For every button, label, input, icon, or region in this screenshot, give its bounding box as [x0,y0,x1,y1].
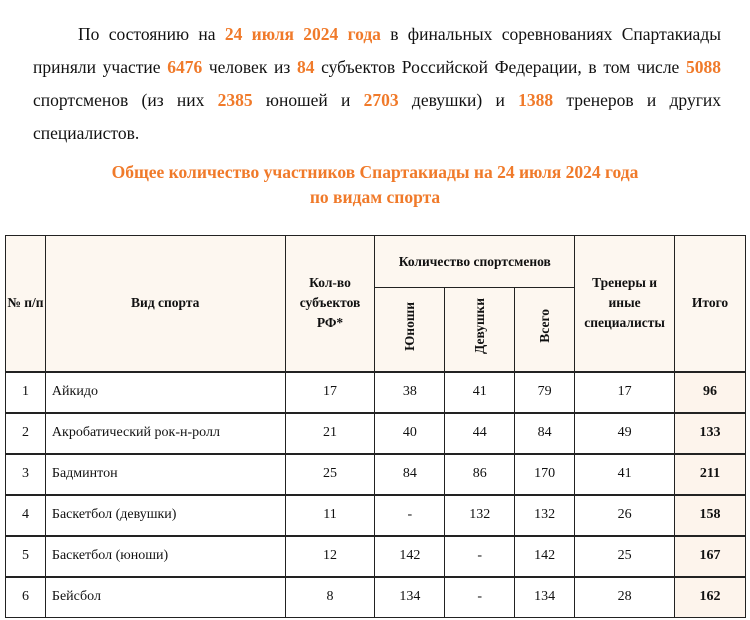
table-row [6,413,746,454]
cell-regions: 12 [285,536,375,577]
table-row [6,454,746,495]
cell-sport: Айкидо [45,372,285,413]
intro-text: спортсменов (из них [33,89,218,110]
cell-boys: 38 [375,372,445,413]
intro-text: в финальных соревнованиях Спартакиады приняли участие [33,23,721,77]
cell-sport: Баскетбол (девушки) [45,495,285,536]
table-title-line2: по видам спорта [309,187,441,207]
cell-num: 1 [6,372,46,413]
header-sport: Вид спорта [45,236,285,372]
cell-coaches: 28 [575,577,675,618]
cell-regions: 21 [285,413,375,454]
cell-girls: - [445,577,515,618]
intro-paragraph [33,18,721,150]
cell-num: 6 [6,577,46,618]
cell-girls: - [445,536,515,577]
participants-table [5,235,746,618]
cell-girls: 44 [445,413,515,454]
cell-coaches: 41 [575,454,675,495]
cell-all: 170 [515,454,575,495]
cell-boys: - [375,495,445,536]
cell-coaches: 25 [575,536,675,577]
cell-all: 134 [515,577,575,618]
header-total: Итого [675,236,746,372]
participants-count: 6476 [167,56,203,77]
cell-girls: 86 [445,454,515,495]
intro-text: тренеров и других специалистов. [33,89,721,143]
header-athletes-group: Количество спортсменов [375,236,575,288]
header-girls-cell [445,288,515,372]
cell-coaches: 26 [575,495,675,536]
cell-girls: 132 [445,495,515,536]
table-title-line1: Общее количество участников Спартакиады на 24 июля 2024 года [111,162,639,182]
table-title [0,160,750,210]
cell-sport: Акробатический рок-н-ролл [45,413,285,454]
table-row [6,495,746,536]
cell-all: 132 [515,495,575,536]
header-boys-cell [375,288,445,372]
boys-count: 2385 [217,89,253,110]
table-row [6,372,746,413]
intro-date: 24 июля 2024 года [224,23,381,44]
cell-coaches: 17 [575,372,675,413]
cell-regions: 8 [285,577,375,618]
athletes-count: 5088 [686,56,721,77]
cell-all: 84 [515,413,575,454]
cell-boys: 84 [375,454,445,495]
cell-coaches: 49 [575,413,675,454]
intro-text: По состоянию на [78,23,225,44]
table-row [6,577,746,618]
cell-boys: 134 [375,577,445,618]
cell-num: 5 [6,536,46,577]
cell-total: 167 [675,536,746,577]
header-regions: Кол-во субъектов РФ* [285,236,375,372]
cell-total: 162 [675,577,746,618]
cell-total: 96 [675,372,746,413]
cell-all: 142 [515,536,575,577]
cell-all: 79 [515,372,575,413]
cell-total: 158 [675,495,746,536]
cell-boys: 142 [375,536,445,577]
intro-text: девушки) и [398,89,519,110]
header-num: № п/п [6,236,46,372]
header-boys: Юноши [401,301,417,351]
cell-sport: Баскетбол (юноши) [45,536,285,577]
cell-boys: 40 [375,413,445,454]
cell-sport: Бейсбол [45,577,285,618]
cell-total: 133 [675,413,746,454]
intro-text: человек из [202,56,297,77]
header-coaches: Тренеры и иные специалисты [575,236,675,372]
cell-num: 3 [6,454,46,495]
coaches-count: 1388 [518,89,554,110]
cell-regions: 17 [285,372,375,413]
cell-num: 4 [6,495,46,536]
cell-regions: 11 [285,495,375,536]
cell-regions: 25 [285,454,375,495]
cell-sport: Бадминтон [45,454,285,495]
girls-count: 2703 [363,89,399,110]
header-girls: Девушки [471,298,487,355]
regions-count: 84 [296,56,315,77]
header-all-cell [515,288,575,372]
cell-total: 211 [675,454,746,495]
intro-text: субъектов Российской Федерации, в том числе [314,56,686,77]
cell-num: 2 [6,413,46,454]
cell-girls: 41 [445,372,515,413]
intro-text: юношей и [252,89,364,110]
header-all: Всего [536,309,552,344]
table-row [6,536,746,577]
